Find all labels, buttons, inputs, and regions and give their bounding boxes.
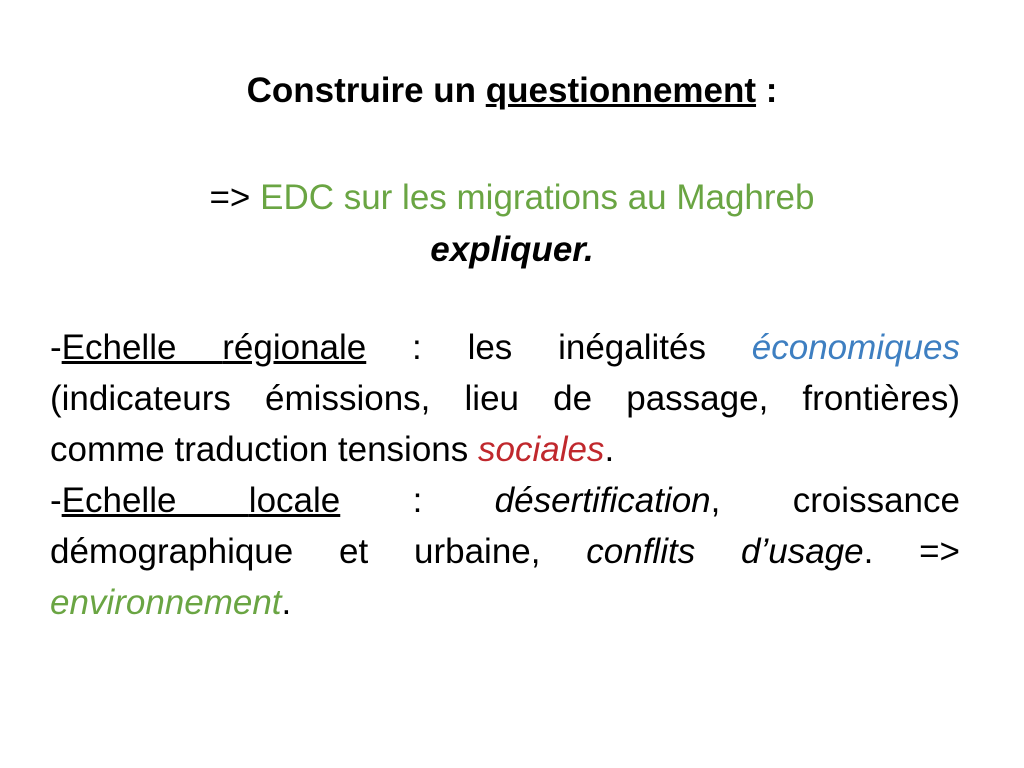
text-segment-7: . [281, 583, 292, 622]
text-segment-3: . [604, 430, 615, 469]
subtitle-line-1 [0, 172, 1024, 224]
title-emphasis: questionnement [485, 71, 757, 110]
scale-regional-qualifier: régionale [222, 328, 367, 367]
scale-local-qualifier: locale [248, 481, 341, 520]
text-segment-2: (indicateurs émissions, lieu de passage, frontières) comme traduction tensions [50, 379, 960, 469]
keyword-economiques: économiques [751, 328, 960, 367]
keyword-desertification: désertification [494, 481, 711, 520]
scale-regional-word: Echelle [61, 328, 223, 367]
text-segment-6: . => [863, 532, 960, 571]
subtitle-text: EDC sur les migrations au Maghreb [260, 178, 815, 217]
subtitle-arrow: => [209, 178, 261, 217]
title-prefix: Construire un [246, 71, 486, 110]
subtitle-verb: expliquer. [430, 230, 594, 269]
body-paragraph [50, 322, 960, 628]
text-segment-1: : les inégalités [366, 328, 752, 367]
text-segment-5: , croissance démographique et urbaine, [50, 481, 960, 571]
dash-local: - [50, 481, 62, 520]
subtitle-line-2 [0, 224, 1024, 276]
slide-title [0, 70, 1024, 112]
keyword-environnement: environnement [50, 583, 282, 622]
slide-subtitle [0, 172, 1024, 276]
keyword-conflits: conflits d’usage [586, 532, 864, 571]
scale-local-word: Echelle [61, 481, 249, 520]
dash-regional: - [50, 328, 62, 367]
title-suffix: : [756, 71, 778, 110]
keyword-sociales: sociales [477, 430, 605, 469]
text-segment-4: : [340, 481, 495, 520]
